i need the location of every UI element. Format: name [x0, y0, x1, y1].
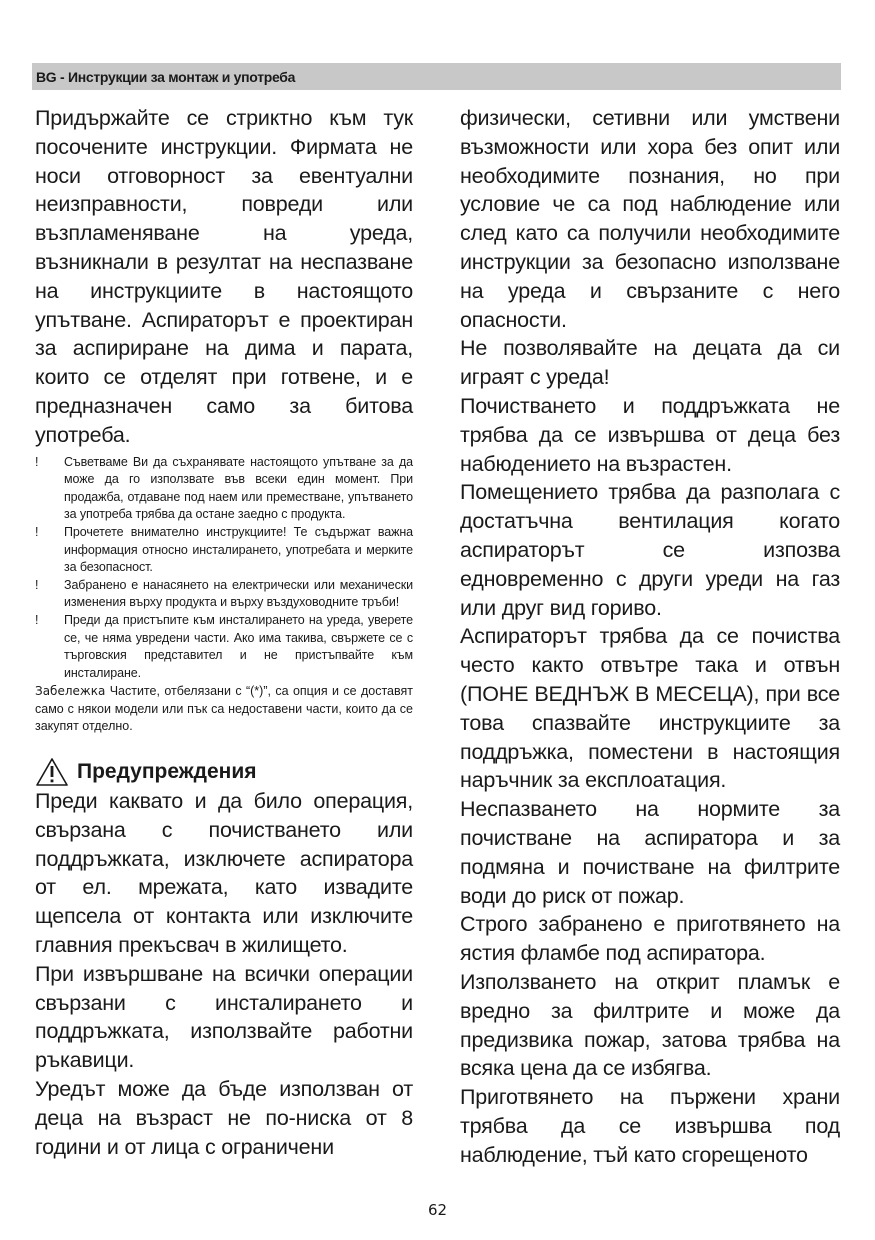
warning-triangle-icon: [35, 757, 69, 787]
warning-paragraph: Преди каквато и да било операция, свързана с почистването или поддръжката, изключете аспиратора от ел. мрежата, като извадите щепсела от контакта или изключите главния прекъсвач в жилището.: [35, 789, 413, 958]
remark-label: Забележка: [35, 684, 106, 699]
warning-paragraph: физически, сетивни или умствени възможности или хора без опит или необходимите познания, но при условие че са под наблюдение или след като са получили необходимите инструкции за безопасно използване на уреда и свързаните с него опасности.: [460, 106, 840, 332]
section-header: BG - Инструкции за монтаж и употреба: [32, 63, 841, 90]
exclamation-bullet: !: [35, 454, 39, 469]
warning-paragraph: Не позволявайте на децата да си играят с уреда!: [460, 336, 840, 390]
warnings-heading: [35, 757, 413, 787]
warning-paragraph: Строго забранено е приготвянето на ястия фламбе под аспиратора.: [460, 912, 840, 966]
safety-note: [35, 524, 413, 577]
warning-paragraph: Уредът може да бъде използван от деца на възраст не по-ниска от 8 години и от лица с ограничени: [35, 1077, 413, 1159]
warning-paragraph: Помещението трябва да разполага с достатъчна вентилация когато аспираторът се изпозва едновременно с други уреди на газ или друг вид гориво.: [460, 480, 840, 620]
warning-paragraph: Аспираторът трябва да се почиства често както отвътре така и отвън (ПОНЕ ВЕДНЪЖ В МЕСЕЦА), при все това спазвайте инструкциите за поддръжка, поместени в настоящия наръчник за експлоатация.: [460, 624, 840, 793]
warnings-heading-text: Предупреждения: [77, 760, 257, 784]
remark-note: [35, 683, 413, 736]
page-number: 62: [427, 1201, 448, 1219]
safety-notes-list: [35, 454, 413, 683]
remark-text: Частите, отбелязани с “(*)”, са опция и се доставят само с някои модели или пък са недоставени части, които да се закупят отделно.: [35, 684, 413, 734]
right-column: [460, 104, 840, 1169]
safety-note-text: Съветваме Ви да съхранявате настоящото упътване за да може да го използвате във всеки един момент. При продажба, отдаване под наем или преместване, упътването за употреба трябва да остане заедно с продукта.: [64, 454, 413, 522]
exclamation-bullet: !: [35, 612, 39, 627]
warning-paragraph: Използването на открит пламък е вредно за филтрите и може да предизвика пожар, затова трябва на всяка цена да се избягва.: [460, 969, 840, 1081]
safety-note: [35, 612, 413, 682]
safety-note: [35, 577, 413, 612]
exclamation-bullet: !: [35, 577, 39, 592]
safety-note-text: Прочетете внимателно инструкциите! Те съдържат важна информация относно инсталирането, употребата и мерките за безопасност.: [64, 524, 413, 575]
intro-paragraph: Придържайте се стриктно към тук посочените инструкции. Фирмата не носи отговорност за евентуални неизправности, повреди или възпламеняване на уреда, възникнали в резултат на неспазване на инструкциите в настоящото упътване. Аспираторът е проектиран за аспириране на дима и парата, които се отделят при готвене, и е предназначен само за битова употреба.: [35, 106, 413, 447]
warning-paragraph: Неспазването на нормите за почистване на аспиратора и за подмяна и почистване на филтрите води до риск от пожар.: [460, 797, 840, 908]
safety-note-text: Преди да пристъпите към инсталирането на уреда, уверете се, че няма увредени части. Ако има такива, свържете се с търговския представител и не пристъпвайте към инсталиране.: [64, 612, 413, 680]
safety-note-text: Забранено е нанасянето на електрически или механически изменения върху продукта и върху въздуховодните тръби!: [64, 577, 413, 610]
exclamation-bullet: !: [35, 524, 39, 539]
warning-paragraph: При извършване на всички операции свързани с инсталирането и поддръжката, използвайте работни ръкавици.: [35, 961, 413, 1073]
safety-note: [35, 454, 413, 524]
left-column: [35, 104, 413, 1161]
warning-paragraph: Почистването и поддръжката не трябва да се извършва от деца без набюдението на възрастен.: [460, 393, 840, 476]
warning-paragraph: Приготвянето на пържени храни трябва да се извършва под наблюдение, тъй като сгорещеното: [460, 1085, 840, 1167]
